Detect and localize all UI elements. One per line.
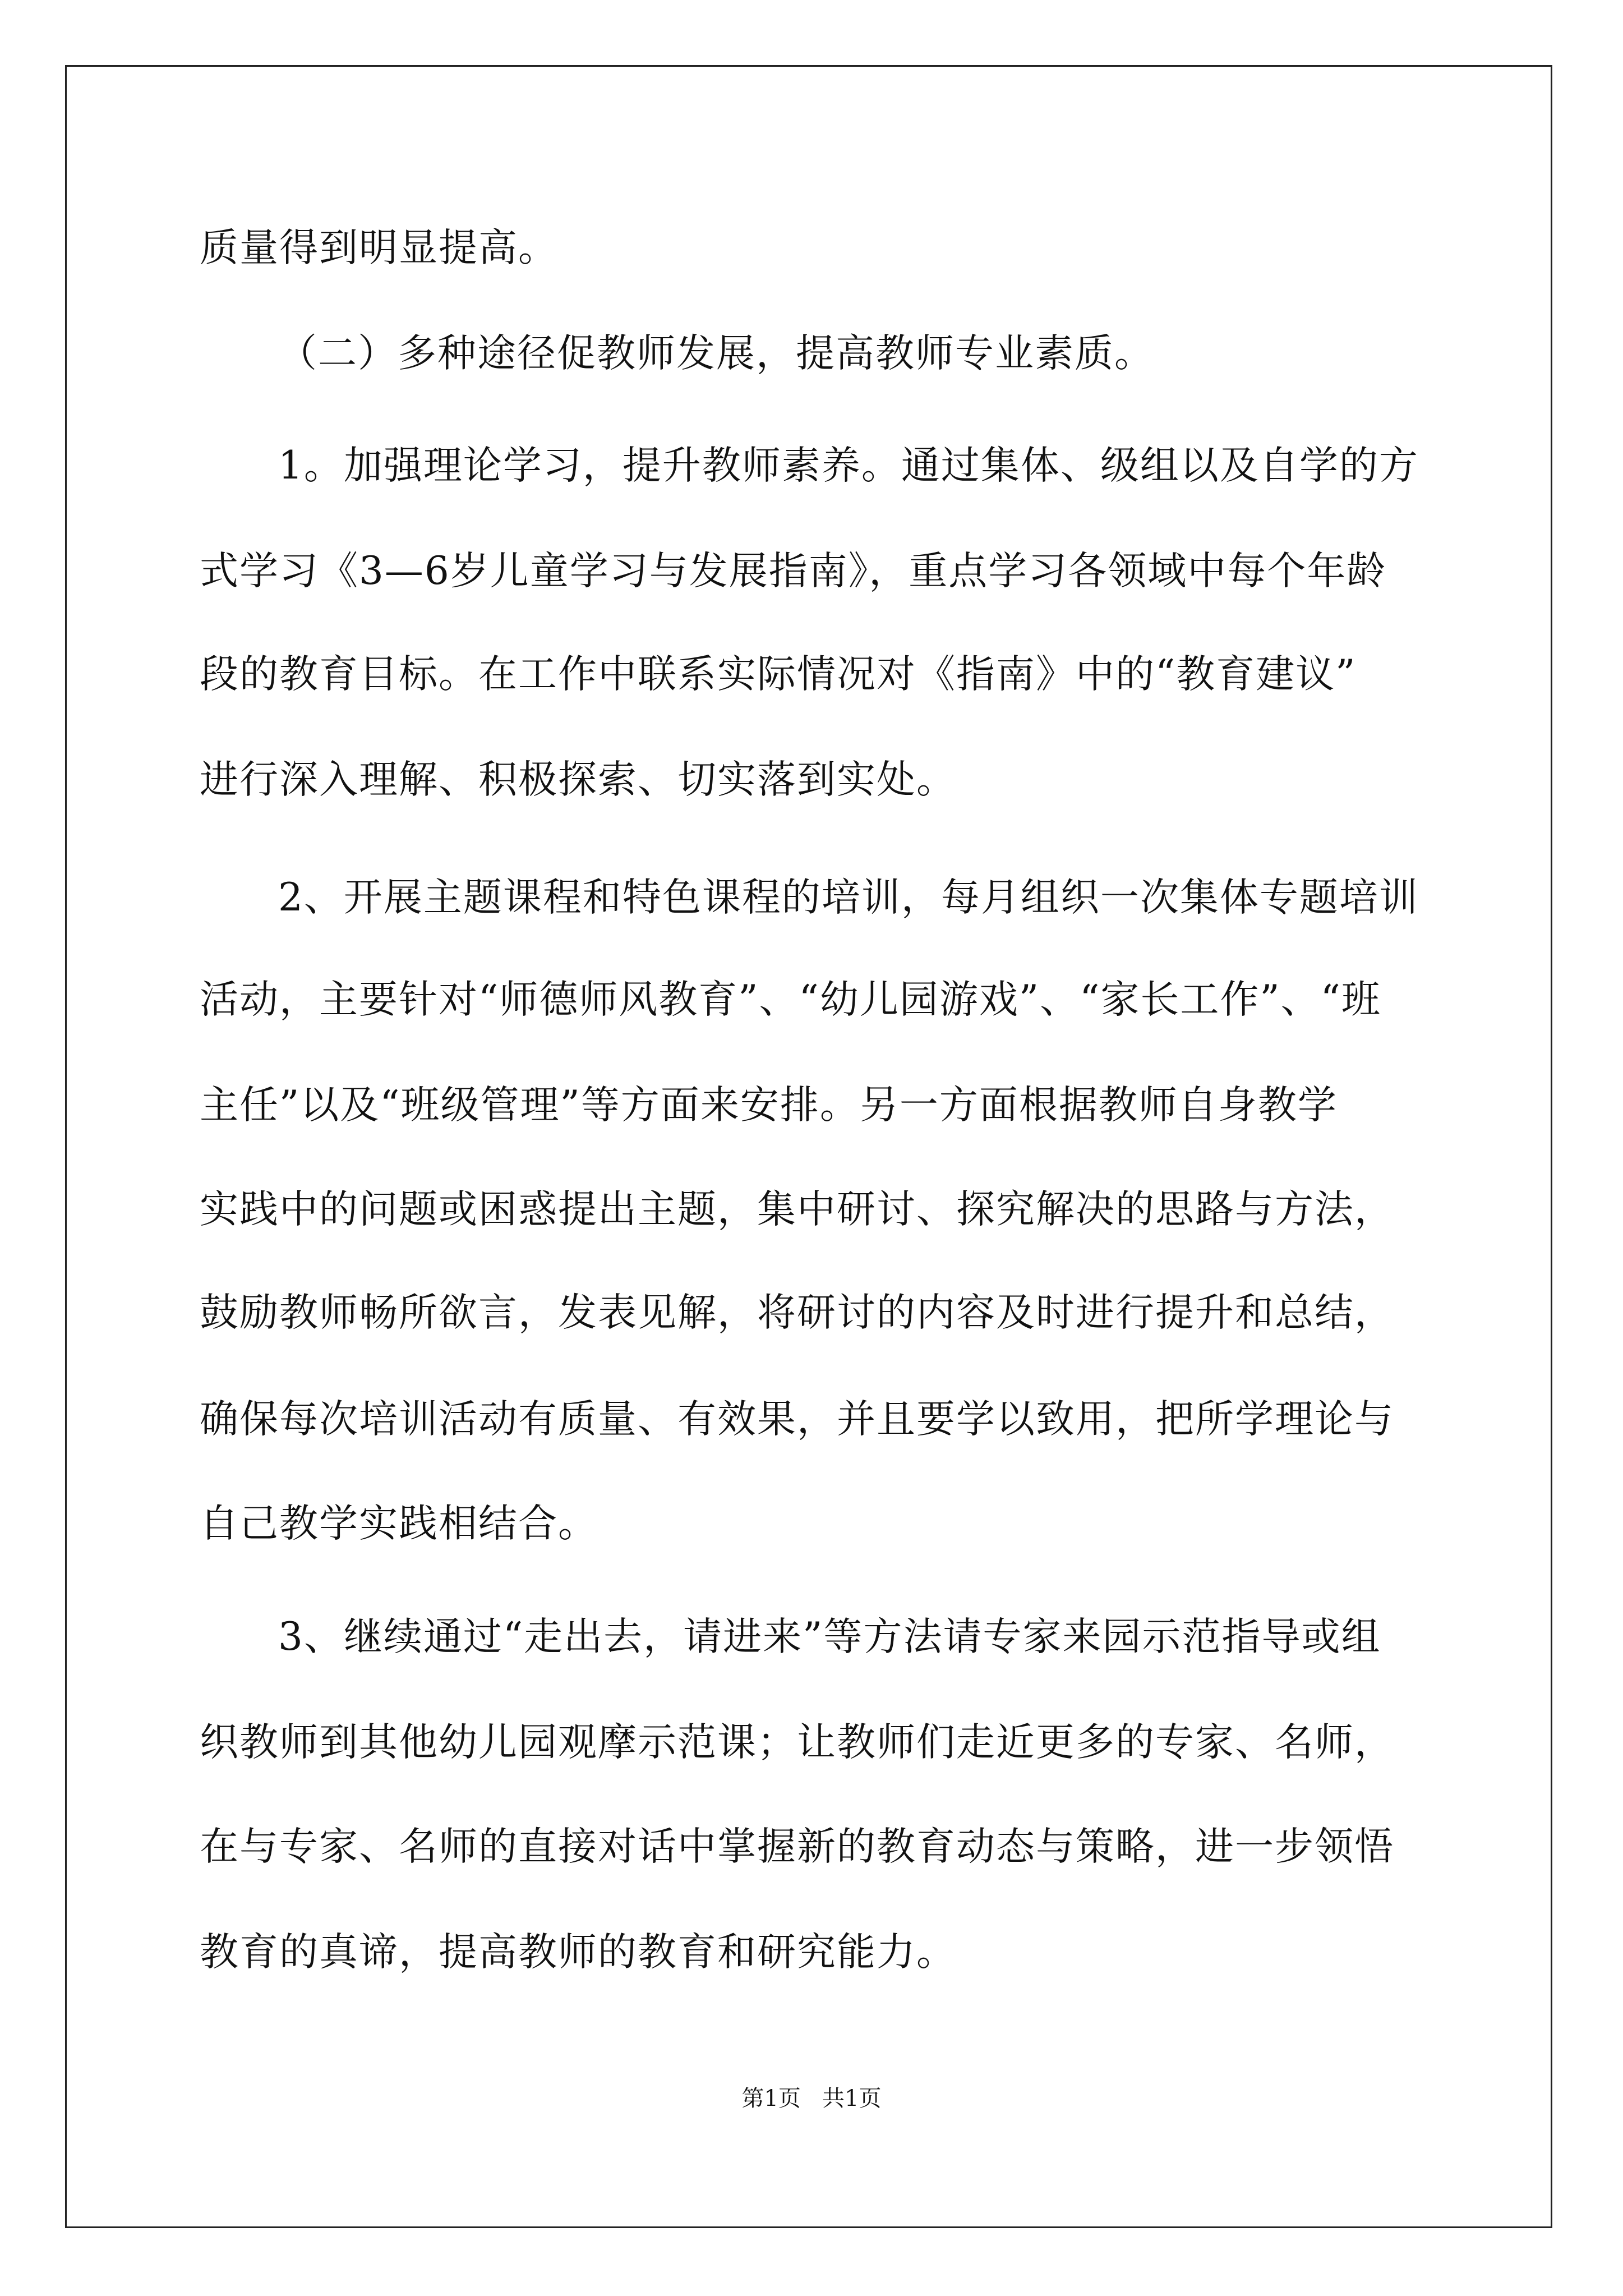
paragraph-1-line: 1。加强理论学习，提升教师素养。通过集体、级组以及自学的方 bbox=[278, 443, 1419, 488]
paragraph-3-line: 3、继续通过“走出去，请进来”等方法请专家来园示范指导或组 bbox=[278, 1614, 1381, 1659]
page-number-footer: 第1页 共1页 bbox=[741, 2086, 882, 2111]
paragraph-2-line: 2、开展主题课程和特色课程的培训，每月组织一次集体专题培训 bbox=[278, 875, 1419, 920]
paragraph-1-line: 式学习《3—6岁儿童学习与发展指南》，重点学习各领域中每个年龄 bbox=[200, 549, 1387, 593]
paragraph-3-line: 织教师到其他幼儿园观摩示范课；让教师们走近更多的专家、名师， bbox=[200, 1720, 1394, 1765]
page-border bbox=[65, 65, 1552, 2228]
section-heading: （二）多种途径促教师发展，提高教师专业素质。 bbox=[278, 331, 1154, 376]
paragraph-2-line: 活动，主要针对“师德师风教育”、“幼儿园游戏”、“家长工作”、“班 bbox=[200, 977, 1381, 1022]
body-text-line: 质量得到明显提高。 bbox=[200, 226, 558, 270]
paragraph-2-line: 实践中的问题或困惑提出主题，集中研讨、探究解决的思路与方法， bbox=[200, 1187, 1394, 1232]
paragraph-1-line: 段的教育目标。在工作中联系实际情况对《指南》中的“教育建议” bbox=[200, 652, 1357, 697]
paragraph-3-line: 教育的真谛，提高教师的教育和研究能力。 bbox=[200, 1930, 956, 1975]
paragraph-2-line: 确保每次培训活动有质量、有效果，并且要学以致用，把所学理论与 bbox=[200, 1397, 1394, 1442]
paragraph-1-line: 进行深入理解、积极探索、切实落到实处。 bbox=[200, 757, 956, 802]
paragraph-2-line: 鼓励教师畅所欲言，发表见解，将研讨的内容及时进行提升和总结， bbox=[200, 1290, 1394, 1335]
paragraph-2-line: 主任”以及“班级管理”等方面来安排。另一方面根据教师自身教学 bbox=[200, 1083, 1338, 1128]
paragraph-3-line: 在与专家、名师的直接对话中掌握新的教育动态与策略，进一步领悟 bbox=[200, 1824, 1394, 1869]
paragraph-2-line: 自己教学实践相结合。 bbox=[200, 1501, 598, 1546]
